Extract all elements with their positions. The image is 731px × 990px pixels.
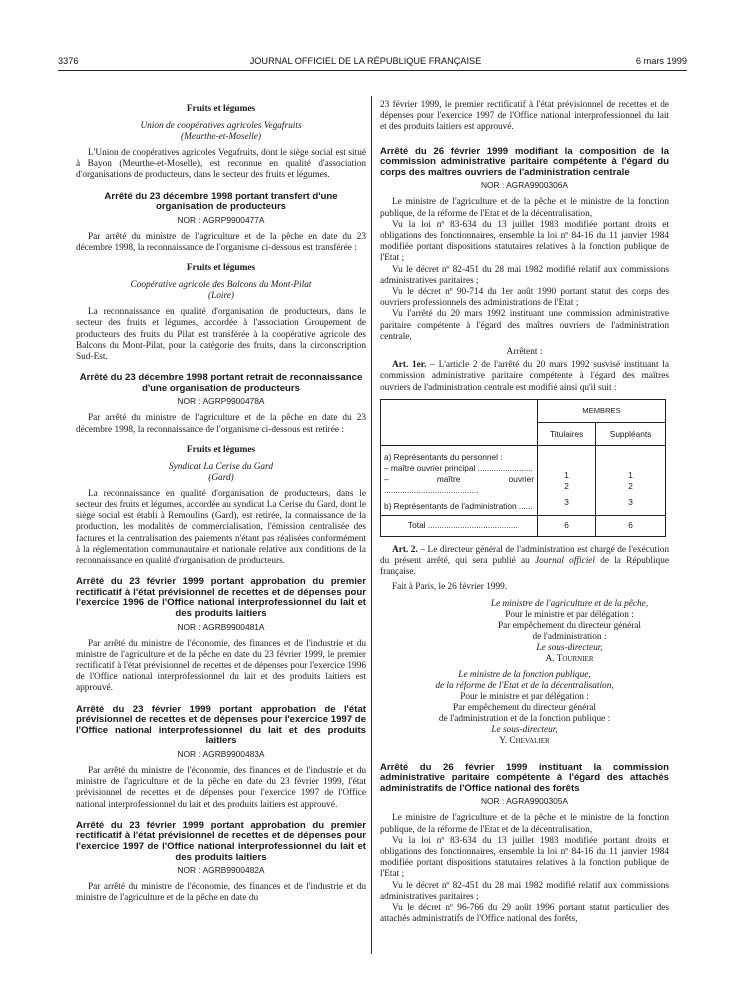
nor-reference: NOR : AGRB9900481A: [177, 621, 265, 632]
decree-title: Arrêté du 23 février 1999 portant approbation du premier rectificatif à l'état prévisionnel de recettes et de dépenses pour l'exercice 1997 de l'Office national interprofessionnel du lait et des produits laitiers: [76, 819, 366, 863]
paragraph: Par arrêté du ministre de l'économie, des finances et de l'industrie et du ministre de l'agriculture et de la pêche en date du 23 février 1999, l'état prévisionnel de recettes et de dépenses pour l'exercice 1997 de l'Office national interprofessionnel du lait et des produits laitiers est approuvé.: [76, 766, 366, 810]
signing-place-date: Fait à Paris, le 26 février 1999.: [392, 582, 508, 593]
nor-reference: NOR : AGRA9900306A: [480, 180, 569, 191]
organisation-name: Coopérative agricole des Balcons du Mont-Pilat: [130, 280, 312, 291]
paragraph: Vu la loi nº 83-634 du 13 juillet 1983 modifiée portant droits et obligations des fonctionnaires, ensemble la loi nº 84-16 du 11 janvier 1984 modifiée portant dispositions statutaires relatives à la fonction publique de l'Etat ;: [380, 835, 669, 880]
table-cell: 2: [564, 480, 569, 491]
signature-line: Le sous-directeur,: [536, 642, 603, 653]
row-label: b) Représentants de l'administration ......: [384, 500, 533, 511]
table-corner: [381, 399, 538, 445]
nor-reference: NOR : AGRA9900305A: [480, 796, 569, 807]
organisation-name: Syndicat La Cerise du Gard: [169, 461, 273, 472]
organisation-place: (Gard): [208, 472, 234, 483]
issue-date: 6 mars 1999: [635, 56, 687, 66]
article-2: Art. 2. – Le directeur général de l'administration est chargé de l'exécution du présent arrêté, qui sera publié au Journal officiel de la République française.: [380, 544, 670, 578]
decree-title: Arrêté du 23 décembre 1998 portant retrait de reconnaissance d'une organisation de producteurs: [79, 372, 363, 394]
paragraph: La reconnaissance en qualité d'organisation de producteurs, dans le secteur des fruits et légumes, accordée à l'association Groupement de producteurs des fruits du Pilat est transférée à la coopérative agricole des Balcons du Mont-Pilat, pour la catégorie des fruits, dans la circonscription Sud-Est.: [76, 307, 366, 363]
nor-reference: NOR : AGRP9900477A: [177, 214, 265, 225]
table-row-labels: [381, 445, 538, 515]
table-header-members: MEMBRES: [538, 399, 666, 422]
signature-title: de la réforme de l'Etat et de la décentralisation,: [435, 680, 614, 691]
paragraph: Par arrêté du ministre de l'économie, des finances et de l'industrie et du ministre de l'agriculture et de la pêche en date du 23 février 1999, le premier rectificatif à l'état prévisionnel de recettes et de dépenses pour l'exercice 1996 de l'Office national interprofessionnel du lait et des produits laitiers est approuvé.: [76, 638, 366, 694]
table-cell: 3: [628, 496, 633, 507]
organisation-name: Union de coopératives agricoles Vegafruits: [140, 121, 302, 131]
decree-title: Arrêté du 26 février 1999 instituant la commission administrative paritaire compétente à l'égard des attachés administratifs de l'Office national des forêts: [380, 761, 669, 794]
article-label: Art. 2.: [392, 544, 418, 555]
members-table: [380, 399, 666, 537]
journal-title: JOURNAL OFFICIEL DE LA RÉPUBLIQUE FRANÇAISE: [249, 56, 482, 66]
decree-title: Arrêté du 26 février 1999 modifiant la composition de la commission administrative paritaire compétente à l'égard du corps des maîtres ouvriers de l'administration centrale: [380, 145, 669, 178]
signatory-name: A. Tournier: [545, 653, 594, 664]
table-cell: 1: [628, 469, 633, 480]
column-divider: [371, 96, 372, 954]
total-titulaires: 6: [538, 515, 596, 536]
row-label: – maître ouvrier principal ........................: [384, 462, 533, 473]
nor-reference: NOR : AGRB9900483A: [177, 749, 265, 759]
paragraph: Vu la loi nº 83-634 du 13 juillet 1983 modifiée portant droits et obligations des fonctionnaires, ensemble la loi nº 84-16 du 11 janvier 1984 modifiée portant dispositions statutaires relatives à la fonction publique de l'Etat ;: [380, 219, 669, 264]
page-number: 3376: [58, 56, 79, 66]
paragraph: Par arrêté du ministre de l'agriculture et de la pêche en date du 23 décembre 1998, la reconnaissance de l'organisme ci-dessous est retirée :: [76, 413, 366, 435]
right-column: [380, 100, 669, 925]
paragraph: Vu le décret nº 90-714 du 1er août 1990 portant statut des corps des ouvriers professionnels des administrations de l'Etat ;: [380, 287, 669, 309]
nor-reference: NOR : AGRB9900482A: [177, 865, 265, 876]
signature-line: de l'administration :: [532, 631, 607, 642]
article-text: – L'article 2 de l'arrêté du 20 mars 1992 susvisé instituant la commission administrative paritaire compétente à l'égard des maîtres ouvriers de l'administration centrale est modifié ainsi qu'il suit :: [380, 360, 669, 393]
signature-title: Le ministre de l'agriculture et de la pêche,: [490, 598, 649, 609]
table-cell: 3: [564, 496, 569, 507]
signature-line: de l'administration et de la fonction publique :: [438, 713, 611, 724]
decree-title: Arrêté du 23 février 1999 portant approbation du premier rectificatif à l'état prévisionnel de recettes et de dépenses pour l'exercice 1996 de l'Office national interprofessionnel du lait et des produits laitiers: [76, 576, 366, 620]
table-cell: 2: [628, 480, 633, 491]
article-1: [380, 360, 669, 394]
table-cell: 1: [564, 469, 569, 480]
table-header-titulaires: Titulaires: [538, 422, 596, 445]
suppleants-values: [596, 445, 666, 515]
section-heading: Fruits et légumes: [186, 104, 256, 114]
journal-name: Journal officiel: [535, 556, 595, 567]
paragraph: Par arrêté du ministre de l'économie, des finances et de l'industrie et du ministre de l'agriculture et de la pêche en date du: [76, 882, 366, 904]
signature-line: Pour le ministre et par délégation :: [505, 609, 634, 620]
signature-line: Pour le ministre et par délégation :: [460, 691, 589, 702]
row-label: – maître ouvrier .........................................: [384, 473, 534, 495]
table-header-suppleants: Suppléants: [596, 422, 666, 445]
paragraph: Vu le décret nº 82-451 du 28 mai 1982 modifié relatif aux commissions administratives paritaires ;: [380, 264, 669, 286]
signatory-name: Y. Chevalier: [499, 735, 550, 746]
paragraph: Le ministre de l'agriculture et de la pêche et le ministre de la fonction publique, de la réforme de l'Etat et de la décentralisation,: [380, 813, 669, 835]
paragraph: Vu le décret nº 96-766 du 29 août 1996 portant statut particulier des attachés administratifs de l'Office national des forêts,: [380, 903, 669, 925]
decree-title: Arrêté du 23 février 1999 portant approbation de l'état prévisionnel de recettes et de dépenses pour l'exercice 1997 de l'Office national interprofessionnel du lait et des produits laitiers: [76, 703, 366, 747]
signature-line: Le sous-directeur,: [491, 724, 558, 735]
section-heading: Fruits et légumes: [186, 263, 256, 274]
row-label: a) Représentants du personnel :: [384, 451, 503, 462]
total-suppleants: 6: [596, 515, 666, 536]
paragraph: Par arrêté du ministre de l'agriculture et de la pêche en date du 23 décembre 1998, la reconnaissance de l'organisme ci-dessous est transférée :: [76, 231, 366, 253]
section-heading: Fruits et légumes: [186, 444, 256, 455]
header-rule: [58, 70, 687, 71]
paragraph: Vu l'arrêté du 20 mars 1992 instituant une commission administrative paritaire compétente à l'égard des maîtres ouvriers de l'administration centrale,: [380, 309, 669, 342]
signature-line: Par empêchement du directeur général: [498, 620, 641, 631]
paragraph: Le ministre de l'agriculture et de la pêche et le ministre de la fonction publique, de la réforme de l'Etat et de la décentralisation,: [380, 197, 669, 219]
paragraph: 23 février 1999, le premier rectificatif à l'état prévisionnel de recettes et de dépenses pour l'exercice 1997 de l'Office national interprofessionnel du lait et des produits laitiers est approuvé.: [380, 100, 669, 133]
paragraph: L'Union de coopératives agricoles Vegafruits, dont le siège social est situé à Bayon (Meurthe-et-Moselle), est reconnue en qualité d'association d'organisations de producteurs, dans le secteur des fruits et légumes.: [76, 148, 366, 181]
signature-title: Le ministre de la fonction publique,: [458, 669, 591, 680]
nor-reference: NOR : AGRP9900478A: [177, 396, 265, 407]
organisation-place: (Loire): [208, 291, 234, 302]
decree-title: Arrêté du 23 décembre 1998 portant transfert d'une organisation de producteurs: [104, 190, 338, 213]
arretent-label: Arrêtent :: [506, 347, 543, 358]
total-label: Total .......................................: [381, 515, 538, 536]
left-column: [76, 96, 366, 905]
titulaires-values: [538, 445, 596, 515]
organisation-place: (Meurthe-et-Moselle): [180, 132, 262, 142]
article-label: Art. 1er.: [392, 360, 427, 371]
paragraph: Vu le décret nº 82-451 du 28 mai 1982 modifié relatif aux commissions administratives paritaires ;: [380, 880, 669, 902]
signature-line: Par empêchement du directeur général: [453, 702, 596, 713]
paragraph: La reconnaissance en qualité d'organisation de producteurs, dans le secteur des fruits et légumes, accordée au syndicat La Cerise du Gard, dont le siège social est établi à Remoulins (Gard), est retirée, la connaissance de la production, les modalités de commercialisation, l'émission centralisée des factures et la centralisation des paiements n'étant pas réalisées conformément à la réglementation communautaire et nationale relative aux conditions de la reconnaissance en qualité d'organisation de producteurs.: [76, 488, 366, 567]
